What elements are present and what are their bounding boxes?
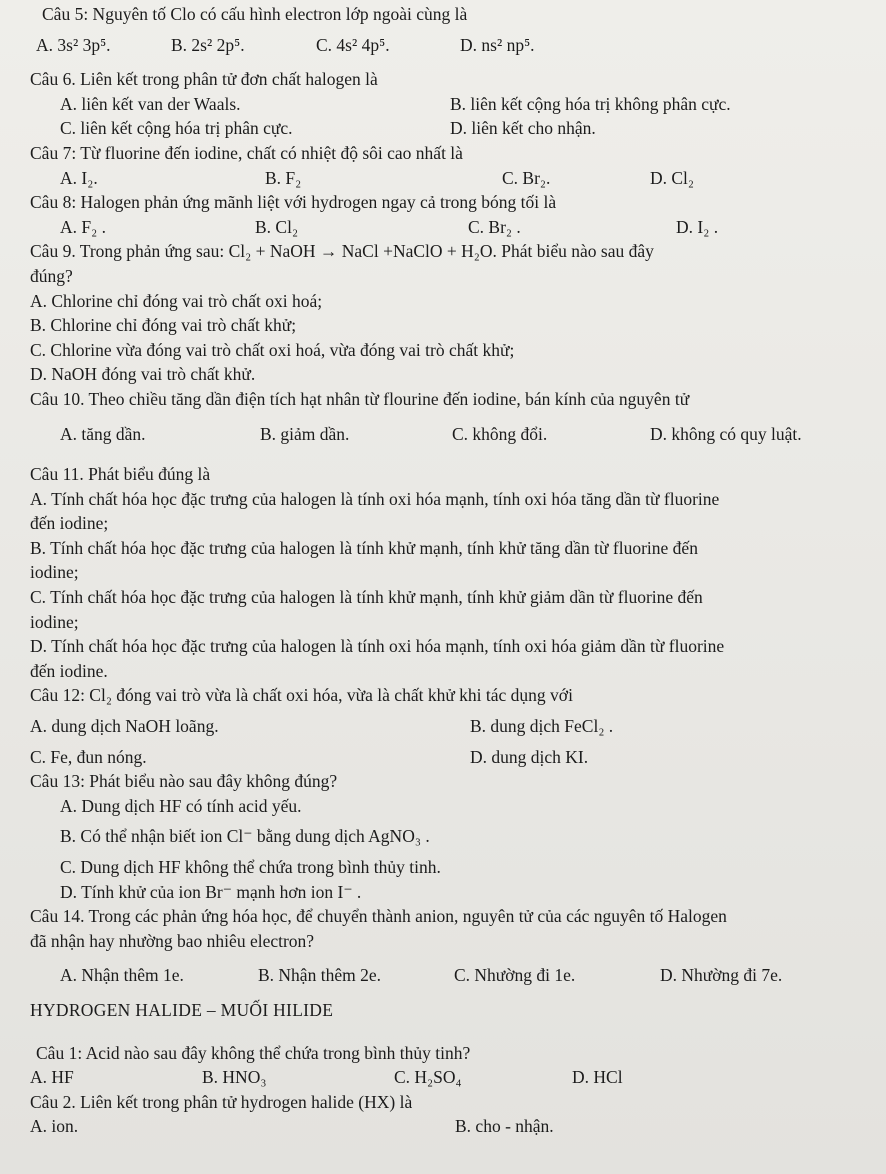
q11-option-c-line1: C. Tính chất hóa học đặc trưng của halogen là tính khử mạnh, tính khử giảm dần từ fluorine đến: [30, 587, 703, 608]
s1-stem: Câu 1: Acid nào sau đây không thể chứa trong bình thủy tinh?: [36, 1042, 471, 1063]
q9-option-a: A. Chlorine chỉ đóng vai trò chất oxi hoá;: [30, 290, 323, 311]
s1-options: [30, 1065, 864, 1090]
q10-option-b: B. giảm dần.: [260, 423, 350, 444]
q13-option-d: D. Tính khử của ion Br⁻ mạnh hơn ion I⁻ .: [60, 881, 362, 902]
q10-option-c: C. không đổi.: [452, 423, 548, 444]
s1-option-d: D. HCl: [572, 1067, 623, 1088]
q6-option-b: B. liên kết cộng hóa trị không phân cực.: [450, 93, 731, 114]
q11-option-d-line1: D. Tính chất hóa học đặc trưng của halogen là tính oxi hóa mạnh, tính oxi hóa giảm dần từ fluorine: [30, 636, 725, 657]
q6-options-row2: [30, 116, 864, 141]
q12-option-d: D. dung dịch KI.: [470, 746, 589, 767]
q14-option-d: D. Nhường đi 7e.: [660, 965, 783, 986]
q14-option-b: B. Nhận thêm 2e.: [258, 965, 381, 986]
q5-option-d: D. ns² np⁵.: [460, 34, 535, 55]
s2-options: [30, 1114, 864, 1139]
q6-option-a: A. liên kết van der Waals.: [60, 93, 241, 114]
q13-option-a: A. Dung dịch HF có tính acid yếu.: [60, 795, 302, 816]
q12-options-row2: [30, 745, 864, 770]
q5-stem: Câu 5: Nguyên tố Clo có cấu hình electron lớp ngoài cùng là: [42, 4, 468, 24]
q6-option-d: D. liên kết cho nhận.: [450, 118, 596, 139]
q11-option-a-line1: A. Tính chất hóa học đặc trưng của halogen là tính oxi hóa mạnh, tính oxi hóa tăng dần từ fluorine: [30, 488, 720, 509]
q6-option-c: C. liên kết cộng hóa trị phân cực.: [60, 118, 293, 139]
q9-stem-line1: Câu 9. Trong phản ứng sau: Cl₂ + NaOH → NaCl +NaClO + H₂O. Phát biểu nào sau đây: [30, 241, 654, 262]
q14-option-a: A. Nhận thêm 1e.: [60, 965, 184, 986]
q8-option-b: B. Cl₂: [255, 216, 299, 237]
q11-option-d-line2: đến iodine.: [30, 660, 108, 681]
q7-stem: Câu 7: Từ fluorine đến iodine, chất có nhiệt độ sôi cao nhất là: [30, 142, 463, 163]
q12-options-row1: [30, 714, 864, 739]
q10-option-a: A. tăng dần.: [60, 423, 146, 444]
s2-stem: Câu 2. Liên kết trong phân tử hydrogen halide (HX) là: [30, 1091, 413, 1112]
q7-option-b: B. F₂: [265, 167, 302, 188]
s1-option-b: B. HNO₃: [202, 1067, 267, 1088]
q11-option-b-line1: B. Tính chất hóa học đặc trưng của halogen là tính khử mạnh, tính khử tăng dần từ fluorine đến: [30, 537, 698, 558]
q9-option-d: D. NaOH đóng vai trò chất khử.: [30, 364, 256, 385]
q12-stem: Câu 12: Cl₂ đóng vai trò vừa là chất oxi hóa, vừa là chất khử khi tác dụng với: [30, 685, 573, 706]
q10-stem: Câu 10. Theo chiều tăng dần điện tích hạt nhân từ flourine đến iodine, bán kính của nguyên tử: [30, 388, 690, 409]
q12-option-b: B. dung dịch FeCl₂ .: [470, 716, 614, 737]
q5-options: [30, 33, 864, 58]
q14-options: [30, 963, 864, 988]
q5-option-c: C. 4s² 4p⁵.: [316, 34, 390, 55]
q14-stem-line2: đã nhận hay nhường bao nhiêu electron?: [30, 930, 315, 951]
q9-option-c: C. Chlorine vừa đóng vai trò chất oxi hoá, vừa đóng vai trò chất khử;: [30, 339, 515, 360]
q7-option-c: C. Br₂.: [502, 167, 551, 188]
q9-stem-line2: đúng?: [30, 265, 73, 286]
q13-option-c: C. Dung dịch HF không thể chứa trong bình thủy tinh.: [60, 857, 441, 877]
s2-option-a: A. ion.: [30, 1116, 79, 1137]
q11-option-b-line2: iodine;: [30, 562, 79, 583]
q10-option-d: D. không có quy luật.: [650, 423, 802, 444]
q11-option-c-line2: iodine;: [30, 611, 79, 632]
q7-options: [30, 166, 864, 191]
q8-option-d: D. I₂ .: [676, 216, 719, 237]
q12-option-c: C. Fe, đun nóng.: [30, 746, 147, 767]
q5-option-a: A. 3s² 3p⁵.: [36, 34, 111, 55]
q8-option-c: C. Br₂ .: [468, 216, 521, 237]
section-title: HYDROGEN HALIDE – MUỐI HILIDE: [30, 999, 334, 1020]
s1-option-c: C. H₂SO₄: [394, 1067, 462, 1088]
q13-option-b: B. Có thể nhận biết ion Cl⁻ bằng dung dịch AgNO₃ .: [60, 826, 430, 847]
q7-option-a: A. I₂.: [60, 167, 98, 188]
s1-option-a: A. HF: [30, 1067, 74, 1088]
q8-options: [30, 215, 864, 240]
q5-option-b: B. 2s² 2p⁵.: [171, 34, 245, 55]
q6-stem: Câu 6. Liên kết trong phân tử đơn chất halogen là: [30, 69, 378, 90]
q8-stem: Câu 8: Halogen phản ứng mãnh liệt với hydrogen ngay cả trong bóng tối là: [30, 192, 557, 213]
q8-option-a: A. F₂ .: [60, 216, 106, 237]
q9-option-b: B. Chlorine chỉ đóng vai trò chất khử;: [30, 315, 297, 336]
q14-stem-line1: Câu 14. Trong các phản ứng hóa học, để chuyển thành anion, nguyên tử của các nguyên tố Halogen: [30, 906, 727, 927]
q14-option-c: C. Nhường đi 1e.: [454, 965, 576, 986]
q12-option-a: A. dung dịch NaOH loãng.: [30, 716, 219, 737]
q11-stem: Câu 11. Phát biểu đúng là: [30, 464, 211, 485]
q10-options: [30, 422, 864, 447]
q6-options-row1: [30, 92, 864, 117]
q7-option-d: D. Cl₂: [650, 167, 695, 188]
q11-option-a-line2: đến iodine;: [30, 513, 109, 534]
s2-option-b: B. cho - nhận.: [455, 1116, 554, 1137]
q13-stem: Câu 13: Phát biểu nào sau đây không đúng?: [30, 771, 338, 792]
